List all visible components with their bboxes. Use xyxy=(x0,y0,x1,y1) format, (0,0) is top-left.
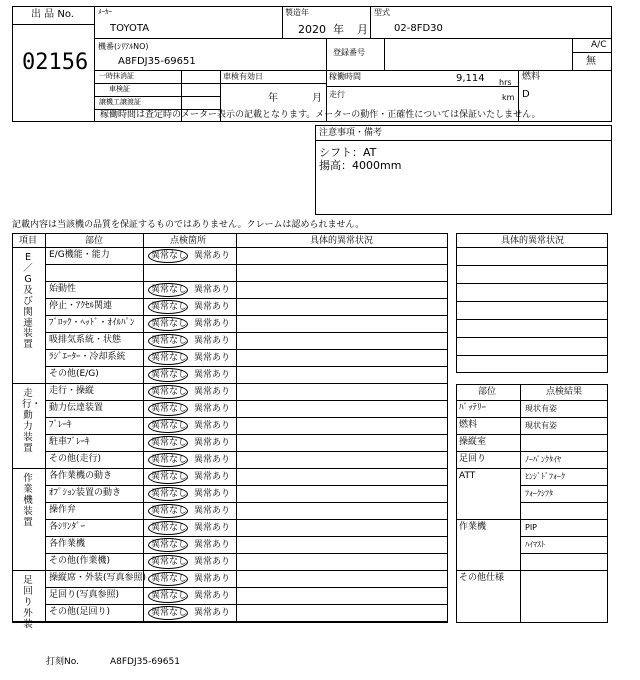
part-label: 駐車ﾌﾞﾚｰｷ xyxy=(49,437,90,447)
year-unit: 年 xyxy=(333,23,344,36)
inspect-label: 車検有効日 xyxy=(223,72,263,81)
part-label: ﾗｼﾞｴｰﾀｰ・冷却系統 xyxy=(49,352,126,362)
part-label: 始動性 xyxy=(49,284,77,294)
col-check: 点検箇所 xyxy=(170,236,207,246)
ng-option[interactable]: 異常あり xyxy=(194,591,231,601)
year-label: 製造年 xyxy=(285,8,309,17)
ng-option[interactable]: 異常あり xyxy=(194,353,231,363)
right-part-label: その他仕様 xyxy=(459,573,505,583)
hours-label: 稼働時間 xyxy=(329,72,361,81)
col-item: 項目 xyxy=(19,236,38,246)
ng-option[interactable]: 異常あり xyxy=(194,540,231,550)
ng-option[interactable]: 異常あり xyxy=(194,251,231,261)
stamp-label: 打刻No. xyxy=(46,657,79,667)
remarks-line-1: シフト：AT xyxy=(319,146,377,159)
model-value: 02-8FD30 xyxy=(394,23,443,34)
ok-option[interactable]: 異常なし xyxy=(151,608,188,618)
part-label: 吸排気系統・状態 xyxy=(49,335,122,345)
hours-disclaimer: 稼働時間は査定時のメーター表示の記載となります。メーターの動作・正確性については保証いたしません。 xyxy=(100,110,541,120)
temp-plate-label: 一時抹消証 xyxy=(99,72,134,80)
ok-option[interactable]: 異常なし xyxy=(151,319,188,329)
part-label: 走行・操縦 xyxy=(49,386,95,396)
quality-disclaimer: 記載内容は当該機の品質を保証するものではありません。クレームは認められません。 xyxy=(12,220,365,230)
hours-unit: hrs xyxy=(499,78,512,87)
ok-option[interactable]: 異常なし xyxy=(151,438,188,448)
ng-option[interactable]: 異常あり xyxy=(194,455,231,465)
ok-option[interactable]: 異常なし xyxy=(151,506,188,516)
reg-label: 登録番号 xyxy=(333,48,365,57)
inspect-year: 年 xyxy=(268,93,278,104)
part-label: ﾌﾞﾚｰｷ xyxy=(49,420,72,430)
remarks-title: 注意事項・備考 xyxy=(319,128,383,138)
serial-label: 機番(ｼﾘｱﾙNO) xyxy=(98,42,149,51)
lot-label: 出 品 No. xyxy=(31,9,74,20)
right-detail-title: 具体的異常状況 xyxy=(501,236,565,246)
ok-option[interactable]: 異常なし xyxy=(151,285,188,295)
ng-option[interactable]: 異常あり xyxy=(194,489,231,499)
part-label: 操縦席・外装(写真参照) xyxy=(49,573,147,583)
ng-option[interactable]: 異常あり xyxy=(194,608,231,618)
part-label: 動力伝達装置 xyxy=(49,403,104,413)
right-part-label: 作業機 xyxy=(459,522,487,532)
ok-option[interactable]: 異常なし xyxy=(151,523,188,533)
vehicle-cert-label: 車検証 xyxy=(109,85,130,93)
right-result-value: PIP xyxy=(525,523,538,532)
part-label: 足回り(写真参照) xyxy=(49,590,120,600)
fuel-label: 燃料 xyxy=(522,72,541,82)
ok-option[interactable]: 異常なし xyxy=(151,387,188,397)
col-detail: 具体的異常状況 xyxy=(310,236,374,246)
right-result-value: ﾊｲﾏｽﾄ xyxy=(525,540,545,549)
right-result-value: ﾉｰﾊﾟﾝｸﾀｲﾔ xyxy=(525,455,561,464)
group-label: E／G及び関連装置 xyxy=(23,252,33,351)
part-label: E/G機能・能力 xyxy=(49,250,110,260)
group-label: 走行・動力装置 xyxy=(22,388,42,454)
right-part-label: 燃料 xyxy=(459,420,478,430)
part-label: その他(作業機) xyxy=(49,556,111,566)
ng-option[interactable]: 異常あり xyxy=(194,387,231,397)
km-label: 走行 xyxy=(329,90,345,99)
right-result-table xyxy=(456,384,608,623)
part-label: 各ｼﾘﾝﾀﾞｰ xyxy=(49,522,86,532)
ng-option[interactable]: 異常あり xyxy=(194,421,231,431)
maker-label: ﾒｰｶｰ xyxy=(98,8,112,16)
right-part-label: 足回り xyxy=(459,454,487,464)
ng-option[interactable]: 異常あり xyxy=(194,404,231,414)
part-label: ｵﾌﾟｼｮﾝ装置の動き xyxy=(49,488,122,498)
year-value: 2020 xyxy=(298,23,326,36)
ok-option[interactable]: 異常なし xyxy=(151,472,188,482)
ng-option[interactable]: 異常あり xyxy=(194,319,231,329)
right-part-label: ATT xyxy=(459,471,476,481)
remarks-line-2: 揚高：4000mm xyxy=(319,159,402,172)
ok-option[interactable]: 異常なし xyxy=(151,302,188,312)
ok-option[interactable]: 異常なし xyxy=(151,455,188,465)
part-label: その他(E/G) xyxy=(49,369,99,379)
part-label: ﾌﾞﾛｯｸ・ﾍｯﾄﾞ・ｵｲﾙﾊﾟﾝ xyxy=(49,318,135,328)
ok-option[interactable]: 異常なし xyxy=(151,421,188,431)
ng-option[interactable]: 異常あり xyxy=(194,472,231,482)
right-result-value: 現状有姿 xyxy=(525,404,557,413)
part-label: 停止・ｱｸｾﾙ関連 xyxy=(49,301,113,311)
ok-option[interactable]: 異常なし xyxy=(151,489,188,499)
hours-value: 9,114 xyxy=(456,73,485,84)
ng-option[interactable]: 異常あり xyxy=(194,336,231,346)
ng-option[interactable]: 異常あり xyxy=(194,523,231,533)
km-unit: km xyxy=(502,93,515,102)
part-label: その他(足回り) xyxy=(49,607,111,617)
ok-option[interactable]: 異常なし xyxy=(151,574,188,584)
ng-option[interactable]: 異常あり xyxy=(194,506,231,516)
ng-option[interactable]: 異常あり xyxy=(194,574,231,584)
right-result-value: 現状有姿 xyxy=(525,421,557,430)
right-result-value: ﾌｫｰｸｼﾌﾀ xyxy=(525,489,553,498)
ok-option[interactable]: 異常なし xyxy=(151,557,188,567)
model-label: 型式 xyxy=(374,8,390,17)
ok-option[interactable]: 異常なし xyxy=(151,404,188,414)
ok-option[interactable]: 異常なし xyxy=(151,336,188,346)
right-col-part: 部位 xyxy=(478,387,497,397)
ac-value: 無 xyxy=(586,56,596,67)
ng-option[interactable]: 異常あり xyxy=(194,370,231,380)
serial-value: A8FDJ35-69651 xyxy=(118,56,196,67)
maker-value: TOYOTA xyxy=(110,23,150,34)
inspect-month: 月 xyxy=(312,93,322,104)
group-label: 作業機装置 xyxy=(23,473,33,528)
lot-number: 02156 xyxy=(22,50,89,75)
right-part-label: ﾊﾞｯﾃﾘｰ xyxy=(459,403,487,413)
part-label: 各作業機の動き xyxy=(49,471,113,481)
ng-option[interactable]: 異常あり xyxy=(194,557,231,567)
ng-option[interactable]: 異常あり xyxy=(194,285,231,295)
col-part: 部位 xyxy=(85,236,104,246)
right-detail-box xyxy=(456,233,608,373)
fuel-value: D xyxy=(522,89,530,100)
ng-option[interactable]: 異常あり xyxy=(194,302,231,312)
part-label: 各作業機 xyxy=(49,539,86,549)
month-unit: 月 xyxy=(357,23,368,36)
right-part-label: 操縦室 xyxy=(459,437,487,447)
ok-option[interactable]: 異常なし xyxy=(151,353,188,363)
group-label: 足回り外装 xyxy=(23,575,33,630)
transfer-cert-label: 譲機工譲渡証 xyxy=(99,98,141,106)
stamp-value: A8FDJ35-69651 xyxy=(110,657,180,667)
right-result-value: ﾋﾝｼﾞﾄﾞﾌｫｰｸ xyxy=(525,472,565,481)
ng-option[interactable]: 異常あり xyxy=(194,438,231,448)
ok-option[interactable]: 異常なし xyxy=(151,591,188,601)
part-label: その他(走行) xyxy=(49,454,102,464)
part-label: 操作弁 xyxy=(49,505,77,515)
ok-option[interactable]: 異常なし xyxy=(151,370,188,380)
ok-option[interactable]: 異常なし xyxy=(151,540,188,550)
ok-option[interactable]: 異常なし xyxy=(151,251,188,261)
ac-label: A/C xyxy=(591,40,607,50)
right-col-result: 点検結果 xyxy=(546,387,583,397)
